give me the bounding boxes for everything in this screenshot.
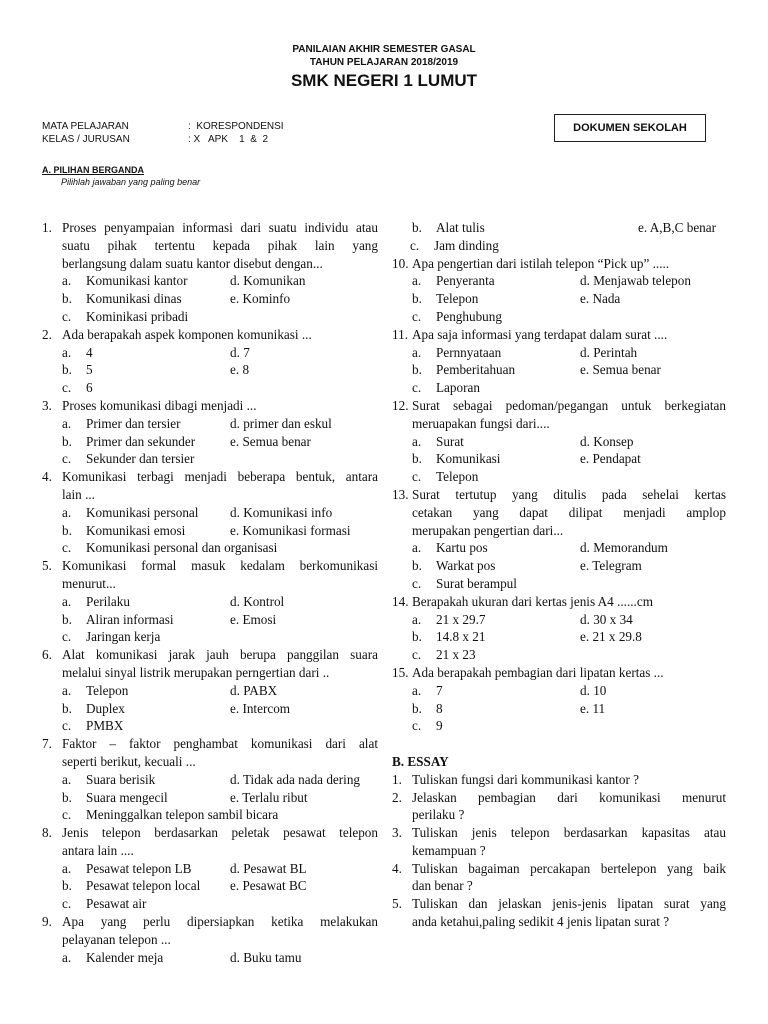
question-line bbox=[392, 522, 726, 540]
question-text: Tuliskan dan jelaskan jenis-jenis lipatan surat yang bbox=[412, 896, 726, 912]
option-letter: a. bbox=[62, 682, 72, 698]
question-line bbox=[42, 219, 378, 237]
question-text: Apa saja informasi yang terdapat dalam surat .... bbox=[412, 326, 668, 342]
question-line bbox=[392, 415, 726, 433]
question-line bbox=[392, 842, 726, 860]
option-row bbox=[412, 468, 726, 486]
option-row bbox=[62, 308, 378, 326]
question-text-continued: antara lain .... bbox=[62, 842, 134, 858]
option-text: Komunikasi dinas bbox=[86, 291, 182, 307]
question-line bbox=[392, 255, 726, 273]
option-row bbox=[62, 361, 378, 379]
option-text: d. primer dan eskul bbox=[230, 415, 332, 431]
question-number: 8. bbox=[42, 825, 52, 841]
option-text: Aliran informasi bbox=[86, 611, 174, 627]
option-text: Kalender meja bbox=[86, 949, 164, 965]
option-letter: b. bbox=[62, 362, 72, 378]
question-text-continued: dan benar ? bbox=[412, 878, 473, 894]
academic-year: TAHUN PELAJARAN 2018/2019 bbox=[309, 57, 459, 68]
question-text: Apa yang perlu dipersiapkan ketika melakukan bbox=[62, 914, 378, 930]
option-text: Komunikasi kantor bbox=[86, 273, 188, 289]
indent bbox=[392, 504, 412, 522]
question-line bbox=[392, 664, 726, 682]
question-line bbox=[42, 753, 378, 771]
option-row bbox=[62, 450, 378, 468]
option-letter: c. bbox=[412, 647, 422, 663]
option-text: PMBX bbox=[86, 718, 124, 734]
option-text: e. Semua benar bbox=[580, 362, 661, 378]
question-text: Komunikasi terbagi menjadi beberapa bentuk, antara bbox=[62, 469, 378, 485]
option-row bbox=[412, 308, 726, 326]
question-line bbox=[42, 397, 378, 415]
question-text-continued: seperti berikut, kecuali ... bbox=[62, 753, 196, 769]
option-letter: b. bbox=[412, 291, 422, 307]
option-row bbox=[62, 682, 378, 700]
option-text: Telepon bbox=[436, 291, 479, 307]
option-row bbox=[62, 522, 378, 540]
question-text-continued: berlangsung dalam suatu kantor disebut dengan... bbox=[62, 255, 323, 271]
option-letter: b. bbox=[412, 451, 422, 467]
question-number: 5. bbox=[392, 896, 402, 912]
indent bbox=[392, 806, 412, 824]
option-letter: c. bbox=[62, 629, 72, 645]
option-text: e. Terlalu ribut bbox=[230, 789, 308, 805]
question-line bbox=[42, 735, 378, 753]
question-line bbox=[392, 860, 726, 878]
option-letter: b. bbox=[412, 362, 422, 378]
option-text: d. 10 bbox=[580, 682, 607, 698]
indent bbox=[42, 664, 62, 682]
question-text: Apa pengertian dari istilah telepon “Pick up” ..... bbox=[412, 255, 670, 271]
option-text: e. Emosi bbox=[230, 611, 277, 627]
indent bbox=[392, 877, 412, 895]
question-line bbox=[392, 895, 726, 913]
option-row bbox=[62, 806, 378, 824]
option-text: Duplex bbox=[86, 700, 125, 716]
question-line bbox=[42, 575, 378, 593]
option-letter: b. bbox=[412, 629, 422, 645]
option-row bbox=[62, 379, 378, 397]
option-row bbox=[62, 415, 378, 433]
option-text: e. 8 bbox=[230, 362, 250, 378]
option-text: e. 11 bbox=[580, 700, 606, 716]
question-number: 7. bbox=[42, 736, 52, 752]
section-a-instruction: Pilihlah jawaban yang paling benar bbox=[61, 177, 201, 187]
option-row bbox=[412, 539, 726, 557]
option-text: 6 bbox=[86, 380, 93, 396]
question-line bbox=[42, 646, 378, 664]
question-text: Tuliskan bagaiman percakapan bertelepon yang baik bbox=[412, 860, 726, 876]
option-text: Primer dan sekunder bbox=[86, 433, 196, 449]
question-line bbox=[42, 486, 378, 504]
question-line bbox=[42, 237, 378, 255]
option-letter: c. bbox=[62, 896, 72, 912]
question-text: Proses komunikasi dibagi menjadi ... bbox=[62, 397, 257, 413]
indent bbox=[392, 842, 412, 860]
option-text: e. Semua benar bbox=[230, 433, 311, 449]
option-letter: c. bbox=[412, 308, 422, 324]
indent bbox=[392, 913, 412, 931]
option-text: Penghubung bbox=[436, 308, 502, 324]
option-row bbox=[62, 895, 378, 913]
indent bbox=[392, 415, 412, 433]
question-text: Surat tertutup yang ditulis pada sehelai kertas bbox=[412, 486, 726, 502]
question-line bbox=[42, 664, 378, 682]
option-row bbox=[412, 219, 726, 237]
question-number: 4. bbox=[392, 860, 402, 876]
question-number: 9. bbox=[42, 914, 52, 930]
question-number: 15. bbox=[392, 664, 409, 680]
option-letter: b. bbox=[412, 220, 422, 235]
option-letter: a. bbox=[412, 611, 422, 627]
question-line bbox=[392, 806, 726, 824]
option-letter: b. bbox=[412, 558, 422, 574]
question-line bbox=[392, 504, 726, 522]
question-text: Jenis telepon berdasarkan peletak pesawat telepon bbox=[62, 825, 378, 841]
option-text: e. Pesawat BC bbox=[230, 878, 307, 894]
option-text: Surat berampul bbox=[436, 575, 517, 591]
question-line bbox=[42, 326, 378, 344]
question-number: 14. bbox=[392, 593, 409, 609]
question-text-continued: cetakan yang dapat dilipat menjadi amplop bbox=[412, 504, 726, 520]
right-question-column bbox=[392, 219, 726, 931]
option-text: d. Perintah bbox=[580, 344, 638, 360]
option-letter: c. bbox=[410, 237, 420, 253]
question-line bbox=[392, 397, 726, 415]
question-text: Proses penyampaian informasi dari suatu individu atau bbox=[62, 220, 378, 235]
option-letter: a. bbox=[412, 273, 422, 289]
question-line bbox=[42, 913, 378, 931]
option-text: e. Komunikasi formasi bbox=[230, 522, 351, 538]
option-text: 14.8 x 21 bbox=[436, 629, 486, 645]
option-row bbox=[62, 433, 378, 451]
option-text: Alat tulis bbox=[436, 220, 485, 235]
option-text: d. Konsep bbox=[580, 433, 634, 449]
option-row bbox=[412, 700, 726, 718]
option-text: d. Komunikan bbox=[230, 273, 306, 289]
option-letter: b. bbox=[62, 291, 72, 307]
question-number: 6. bbox=[42, 647, 52, 663]
option-text: Pesawat air bbox=[86, 896, 147, 912]
question-number: 1. bbox=[392, 771, 402, 787]
question-text: Ada berapakah pembagian dari lipatan kertas ... bbox=[412, 664, 664, 680]
option-text: 8 bbox=[436, 700, 443, 716]
option-text: d. 30 x 34 bbox=[580, 611, 633, 627]
option-letter: c. bbox=[62, 380, 72, 396]
option-letter: a. bbox=[62, 504, 72, 520]
option-letter: b. bbox=[62, 611, 72, 627]
option-row bbox=[412, 717, 726, 735]
option-text: Meninggalkan telepon sambil bicara bbox=[86, 807, 279, 823]
option-letter: a. bbox=[412, 682, 422, 698]
option-text: e. Nada bbox=[580, 291, 621, 307]
option-text: Komunikasi personal bbox=[86, 504, 199, 520]
option-row bbox=[412, 611, 726, 629]
option-row bbox=[412, 433, 726, 451]
option-text: Suara berisik bbox=[86, 771, 156, 787]
option-text: Pernnyataan bbox=[436, 344, 502, 360]
option-letter: b. bbox=[62, 789, 72, 805]
option-text: Perilaku bbox=[86, 593, 130, 609]
question-text-continued: pelayanan telepon ... bbox=[62, 931, 171, 947]
option-row bbox=[62, 504, 378, 522]
option-row bbox=[62, 860, 378, 878]
option-text: Warkat pos bbox=[436, 558, 496, 574]
option-letter: c. bbox=[62, 540, 72, 556]
question-text-continued: anda ketahui,paling sedikit 4 jenis lipatan surat ? bbox=[412, 914, 670, 930]
question-text: Komunikasi formal masuk kedalam berkomunikasi bbox=[62, 558, 378, 574]
question-line bbox=[392, 877, 726, 895]
question-text-continued: meruapakan fungsi dari.... bbox=[412, 415, 550, 431]
question-line bbox=[42, 824, 378, 842]
option-row bbox=[62, 771, 378, 789]
option-text: d. Tidak ada nada dering bbox=[230, 771, 361, 787]
option-letter: b. bbox=[62, 700, 72, 716]
option-row bbox=[62, 344, 378, 362]
option-text: Suara mengecil bbox=[86, 789, 168, 805]
subject-label: MATA PELAJARAN bbox=[42, 121, 129, 132]
option-letter: c. bbox=[412, 575, 422, 591]
question-number: 10. bbox=[392, 255, 409, 271]
question-line bbox=[392, 486, 726, 504]
option-row bbox=[412, 450, 726, 468]
option-text: e. Pendapat bbox=[580, 451, 641, 467]
document-label-box: DOKUMEN SEKOLAH bbox=[554, 114, 706, 142]
option-letter: b. bbox=[412, 700, 422, 716]
option-text: e. A,B,C benar bbox=[638, 220, 717, 235]
option-row bbox=[62, 611, 378, 629]
option-letter: c. bbox=[62, 451, 72, 467]
option-text: Jaringan kerja bbox=[86, 629, 161, 645]
option-row bbox=[62, 789, 378, 807]
option-row bbox=[412, 628, 726, 646]
option-text: e. 21 x 29.8 bbox=[580, 629, 642, 645]
option-row bbox=[62, 539, 378, 557]
option-row bbox=[410, 237, 726, 255]
option-row bbox=[62, 272, 378, 290]
option-text: Pesawat telepon local bbox=[86, 878, 201, 894]
option-text: e. Telegram bbox=[580, 558, 642, 574]
option-letter: b. bbox=[62, 522, 72, 538]
indent bbox=[42, 486, 62, 504]
option-letter: a. bbox=[412, 433, 422, 449]
question-text: Surat sebagai pedoman/pegangan untuk berkegiatan bbox=[412, 397, 726, 413]
section-a-title: A. PILIHAN BERGANDA bbox=[42, 165, 145, 175]
option-text: Sekunder dan tersier bbox=[86, 451, 195, 467]
spacer bbox=[392, 735, 726, 753]
indent bbox=[42, 237, 62, 255]
section-a-heading bbox=[42, 165, 200, 187]
option-letter: a. bbox=[412, 540, 422, 556]
question-number: 1. bbox=[42, 220, 52, 235]
question-text-continued: perilaku ? bbox=[412, 807, 465, 823]
option-row bbox=[62, 700, 378, 718]
question-number: 3. bbox=[392, 825, 402, 841]
question-line bbox=[42, 557, 378, 575]
option-letter: c. bbox=[412, 469, 422, 485]
option-letter: b. bbox=[62, 433, 72, 449]
option-letter: c. bbox=[412, 718, 422, 734]
option-text: d. Pesawat BL bbox=[230, 860, 307, 876]
option-letter: a. bbox=[62, 771, 72, 787]
indent bbox=[42, 753, 62, 771]
question-text-continued: menurut... bbox=[62, 575, 116, 591]
option-text: Telepon bbox=[436, 469, 479, 485]
option-letter: a. bbox=[62, 415, 72, 431]
indent bbox=[42, 255, 62, 273]
option-text: d. Buku tamu bbox=[230, 949, 302, 965]
question-text-continued: melalui sinyal listrik merupakan perngertian dari .. bbox=[62, 664, 330, 680]
question-line bbox=[42, 468, 378, 486]
question-text: Alat komunikasi jarak jauh berupa panggilan suara bbox=[62, 647, 378, 663]
question-number: 11. bbox=[392, 326, 408, 342]
question-line bbox=[392, 824, 726, 842]
option-text: 9 bbox=[436, 718, 443, 734]
option-letter: c. bbox=[62, 807, 72, 823]
question-text: Ada berapakah aspek komponen komunikasi ... bbox=[62, 326, 312, 342]
option-text: 7 bbox=[436, 682, 443, 698]
option-letter: a. bbox=[62, 593, 72, 609]
question-line bbox=[392, 913, 726, 931]
question-number: 5. bbox=[42, 558, 52, 574]
option-text: d. PABX bbox=[230, 682, 278, 698]
question-number: 2. bbox=[42, 326, 52, 342]
option-row bbox=[412, 344, 726, 362]
option-text: d. Komunikasi info bbox=[230, 504, 333, 520]
option-row bbox=[412, 557, 726, 575]
question-line bbox=[42, 255, 378, 273]
question-text-continued: merupakan pengertian dari... bbox=[412, 522, 564, 538]
option-text: Primer dan tersier bbox=[86, 415, 181, 431]
school-name: SMK NEGERI 1 LUMUT bbox=[290, 71, 478, 90]
question-text: Tuliskan jenis telepon berdasarkan kapasitas atau bbox=[412, 825, 726, 841]
option-row bbox=[412, 682, 726, 700]
option-text: Pesawat telepon LB bbox=[86, 860, 192, 876]
indent bbox=[42, 842, 62, 860]
option-text: Komunikasi emosi bbox=[86, 522, 186, 538]
option-text: e. Intercom bbox=[230, 700, 291, 716]
question-number: 13. bbox=[392, 486, 409, 502]
essay-heading: B. ESSAY bbox=[392, 753, 449, 769]
option-row bbox=[62, 949, 378, 967]
option-text: Telepon bbox=[86, 682, 129, 698]
option-row bbox=[412, 361, 726, 379]
option-text: Laporan bbox=[436, 380, 480, 396]
option-text: 21 x 29.7 bbox=[436, 611, 486, 627]
option-letter: c. bbox=[412, 380, 422, 396]
question-line bbox=[42, 931, 378, 949]
option-text: d. Kontrol bbox=[230, 593, 285, 609]
option-row bbox=[412, 646, 726, 664]
option-text: Penyeranta bbox=[436, 273, 495, 289]
option-text: Kominikasi pribadi bbox=[86, 308, 189, 324]
option-letter: a. bbox=[412, 344, 422, 360]
question-number: 3. bbox=[42, 397, 52, 413]
option-letter: a. bbox=[62, 344, 72, 360]
option-text: 5 bbox=[86, 362, 93, 378]
option-row bbox=[412, 379, 726, 397]
option-text: Komunikasi personal dan organisasi bbox=[86, 540, 278, 556]
question-number: 2. bbox=[392, 789, 402, 805]
option-text: Kartu pos bbox=[436, 540, 488, 556]
option-text: 21 x 23 bbox=[436, 647, 476, 663]
question-number: 4. bbox=[42, 469, 52, 485]
option-text: 4 bbox=[86, 344, 93, 360]
option-row bbox=[62, 877, 378, 895]
option-letter: a. bbox=[62, 273, 72, 289]
question-text-continued: suatu pihak tertentu kepada pihak lain yang bbox=[62, 237, 378, 253]
class-value: : X APK 1 & 2 bbox=[188, 134, 269, 145]
option-text: Komunikasi bbox=[436, 451, 501, 467]
question-text: Berapakah ukuran dari kertas jenis A4 ......cm bbox=[412, 593, 653, 609]
option-text: d. Memorandum bbox=[580, 540, 668, 556]
question-line bbox=[42, 842, 378, 860]
option-row bbox=[412, 290, 726, 308]
option-letter: a. bbox=[62, 949, 72, 965]
indent bbox=[392, 522, 412, 540]
option-letter: a. bbox=[62, 860, 72, 876]
option-row bbox=[62, 593, 378, 611]
option-letter: b. bbox=[62, 878, 72, 894]
question-line bbox=[392, 326, 726, 344]
option-row bbox=[62, 628, 378, 646]
option-text: Jam dinding bbox=[434, 237, 499, 253]
option-row bbox=[412, 272, 726, 290]
option-text: e. Kominfo bbox=[230, 291, 291, 307]
option-text: d. 7 bbox=[230, 344, 250, 360]
exam-title: PANILAIAN AKHIR SEMESTER GASAL bbox=[292, 44, 476, 55]
left-question-column bbox=[42, 219, 378, 966]
option-letter: c. bbox=[62, 308, 72, 324]
question-line bbox=[392, 789, 726, 807]
option-text: Surat bbox=[436, 433, 464, 449]
question-text-continued: kemampuan ? bbox=[412, 842, 486, 858]
question-text: Faktor – faktor penghambat komunikasi dari alat bbox=[62, 736, 378, 752]
question-line bbox=[392, 593, 726, 611]
question-line bbox=[392, 771, 726, 789]
indent bbox=[42, 575, 62, 593]
subject-value: : KORESPONDENSI bbox=[188, 121, 284, 132]
option-row bbox=[412, 575, 726, 593]
indent bbox=[42, 931, 62, 949]
question-text: Jelaskan pembagian dari komunikasi menurut bbox=[412, 789, 726, 805]
class-label: KELAS / JURUSAN bbox=[42, 134, 130, 145]
question-text-continued: lain ... bbox=[62, 486, 95, 502]
option-text: Pemberitahuan bbox=[436, 362, 516, 378]
option-text: d. Menjawab telepon bbox=[580, 273, 691, 289]
question-text: Tuliskan fungsi dari kommunikasi kantor ? bbox=[412, 771, 639, 787]
question-number: 12. bbox=[392, 397, 409, 413]
option-row bbox=[62, 717, 378, 735]
option-row bbox=[62, 290, 378, 308]
option-letter: c. bbox=[62, 718, 72, 734]
